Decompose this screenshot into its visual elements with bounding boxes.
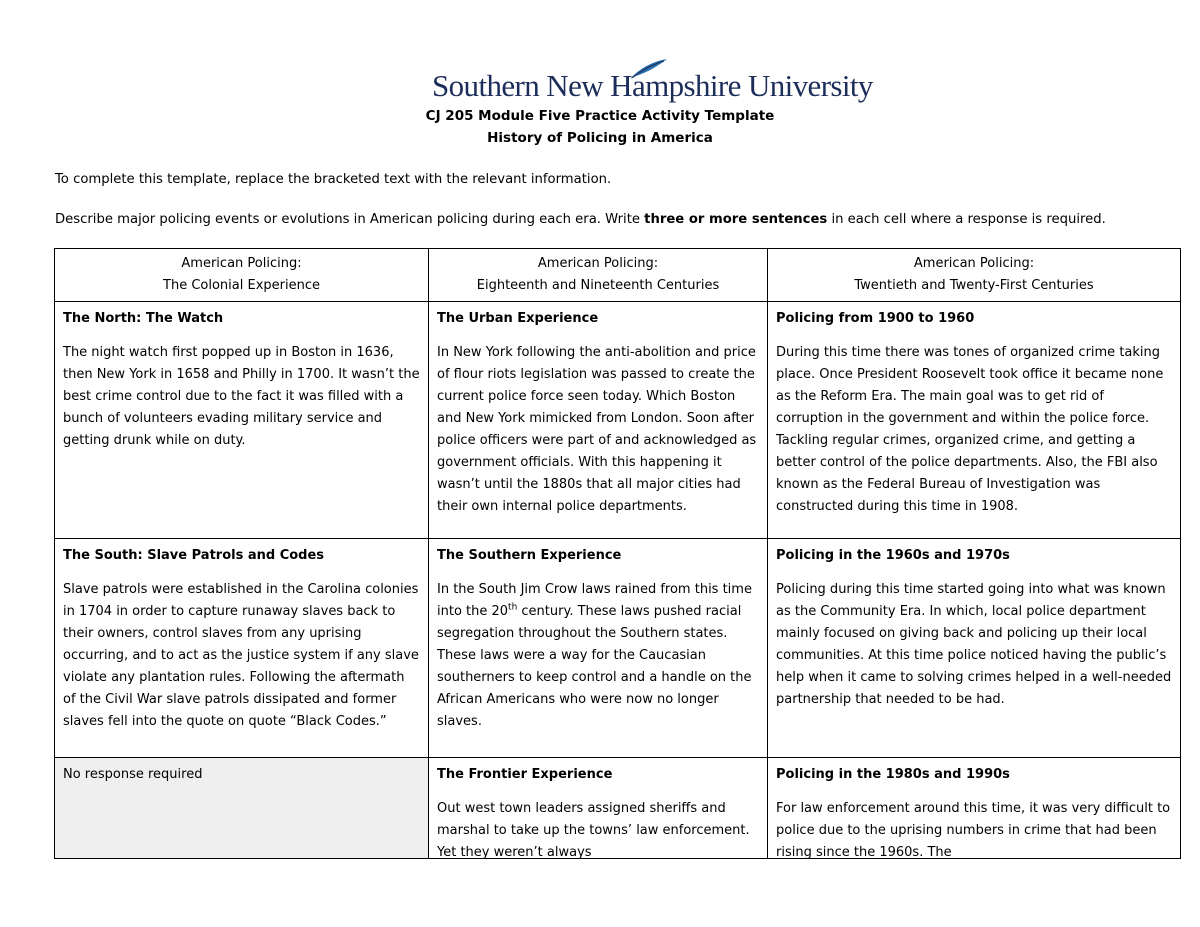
instructions-line-1: To complete this template, replace the bracketed text with the relevant information. [55, 172, 612, 187]
cell-southern-experience[interactable]: The Southern Experience In the South Jim Crow laws rained from this time into the 20th century. These laws pushed racial segregation throughout the Southern states. These laws were a way for the Caucasian southerners to keep control and a handle on the African Americans who were now no longer slaves. [429, 539, 768, 758]
cell-1980s-1990s[interactable]: Policing in the 1980s and 1990s For law enforcement around this time, it was very difficult to police due to the uprising numbers in crime that had been rising since the 1960s. The [768, 758, 1181, 859]
document-subtitle: History of Policing in America [487, 130, 713, 146]
university-name: Southern New Hampshire University [432, 68, 873, 103]
policing-history-table [54, 248, 1181, 859]
cell-no-response: No response required [55, 758, 429, 859]
table-header-row [55, 249, 1181, 302]
cell-1960s-1970s[interactable]: Policing in the 1960s and 1970s Policing during this time started going into what was known as the Community Era. In which, local police department mainly focused on giving back and policing up their local communities. At this time police noticed having the public’s help when it came to solving crimes helped in a well-needed partnership that needed to be had. [768, 539, 1181, 758]
column-header-18th-19th: American Policing: Eighteenth and Nineteenth Centuries [429, 249, 768, 302]
instructions-line-2: Describe major policing events or evolutions in American policing during each era. Write three or more sentences in each cell where a response is required. [55, 212, 1106, 227]
cell-frontier-experience[interactable]: The Frontier Experience Out west town leaders assigned sheriffs and marshal to take up the towns’ law enforcement. Yet they weren’t always [429, 758, 768, 859]
cell-1900-1960[interactable]: Policing from 1900 to 1960 During this time there was tones of organized crime taking place. Once President Roosevelt took office it became none as the Reform Era. The main goal was to get rid of corruption in the government and within the police force. Tackling regular crimes, organized crime, and getting a better control of the police departments. Also, the FBI also known as the Federal Bureau of Investigation was constructed during this time in 1908. [768, 302, 1181, 539]
document-title: CJ 205 Module Five Practice Activity Template [425, 108, 775, 124]
cell-north-watch[interactable]: The North: The Watch The night watch first popped up in Boston in 1636, then New York in 1658 and Philly in 1700. It wasn’t the best crime control due to the fact it was filled with a bunch of volunteers evading military service and getting drunk while on duty. [55, 302, 429, 539]
university-logo [432, 58, 873, 104]
table-row [55, 758, 1181, 859]
column-header-20th-21st: American Policing: Twentieth and Twenty-First Centuries [768, 249, 1181, 302]
column-header-colonial: American Policing: The Colonial Experience [55, 249, 429, 302]
table-row [55, 539, 1181, 758]
cell-south-slave-patrols[interactable]: The South: Slave Patrols and Codes Slave patrols were established in the Carolina colonies in 1704 in order to capture runaway slaves back to their owners, control slaves from any uprising occurring, and to act as the justice system if any slave violate any plantation rules. Following the aftermath of the Civil War slave patrols dissipated and former slaves fell into the quote on quote “Black Codes.” [55, 539, 429, 758]
table-row [55, 302, 1181, 539]
cell-urban-experience[interactable]: The Urban Experience In New York following the anti-abolition and price of flour riots legislation was passed to create the current police force seen today. Which Boston and New York mimicked from London. Soon after police officers were part of and acknowledged as government officials. With this happening it wasn’t until the 1880s that all major cities had their own internal police departments. [429, 302, 768, 539]
